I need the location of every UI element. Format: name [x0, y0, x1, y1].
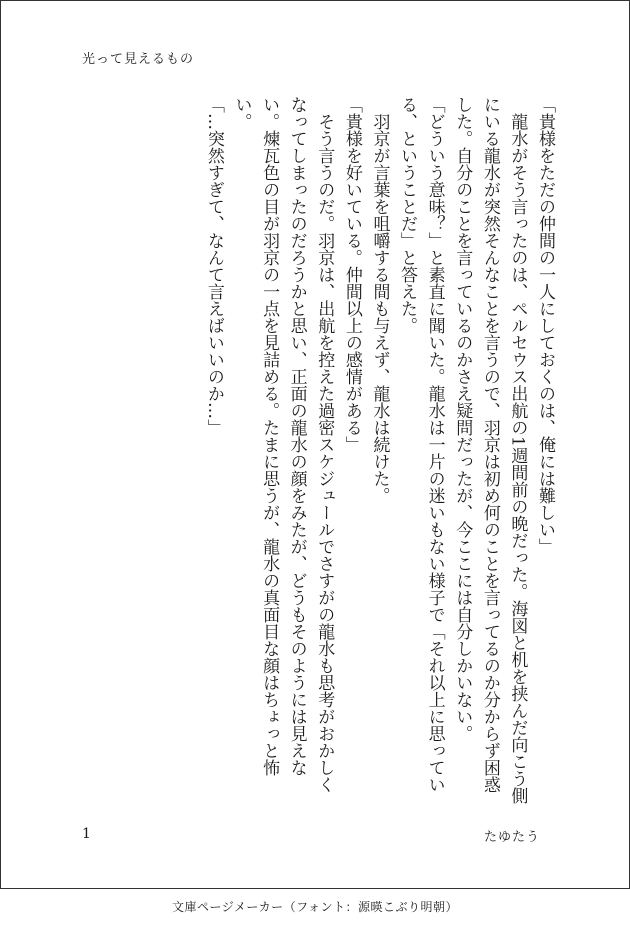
page-number: 1 [82, 826, 91, 842]
paragraph: 羽京が言葉を咀嚼する間も与えず、龍水は続けた。 [369, 113, 390, 504]
paragraph: 「どういう意味？」と素直に聞いた。龍水は一片の迷いもない様子で「それ以上に思っている、ということだ」と答えた。 [397, 96, 445, 793]
page-header-title: 光って見えるもの [82, 52, 195, 67]
paragraph: 「貴様をただの仲間の一人にしておくのは、俺には難しい」 [535, 96, 555, 555]
paragraph: 「…突然すぎて、なんて言えばいいのか…」 [203, 96, 224, 436]
paragraph: そう言うのだ。羽京は、出航を控えた過密スケジュールでさすがの龍水も思考がおかしくなってしまったのだろうかと思い、正面の龍水の顔をみたが、どうもそのようには見えない。煉瓦色の目が羽京の一点を見詰める。たまに思うが、龍水の真面目な顔はちょっと怖い。 [231, 96, 335, 793]
author-name: たゆたう [484, 830, 541, 845]
footer-caption: 文庫ページメーカー（フォント：源暎こぶり明朝） [171, 900, 459, 914]
paragraph: 龍水がそう言ったのは、ペルセウス出航の1週間前の晩だった。海図と机を挟んだ向こう側にいる龍水が突然そんなことを言うので、羽京は初め何のことを言ってるのか分からず困惑した。自分のことを言っているのかさえ疑問だったが、今ここには自分しかいない。 [452, 96, 528, 804]
vertical-text-area [70, 96, 558, 806]
paragraph: 「貴様を好いている。仲間以上の感情がある」 [341, 96, 362, 453]
body-text-column [70, 96, 558, 806]
